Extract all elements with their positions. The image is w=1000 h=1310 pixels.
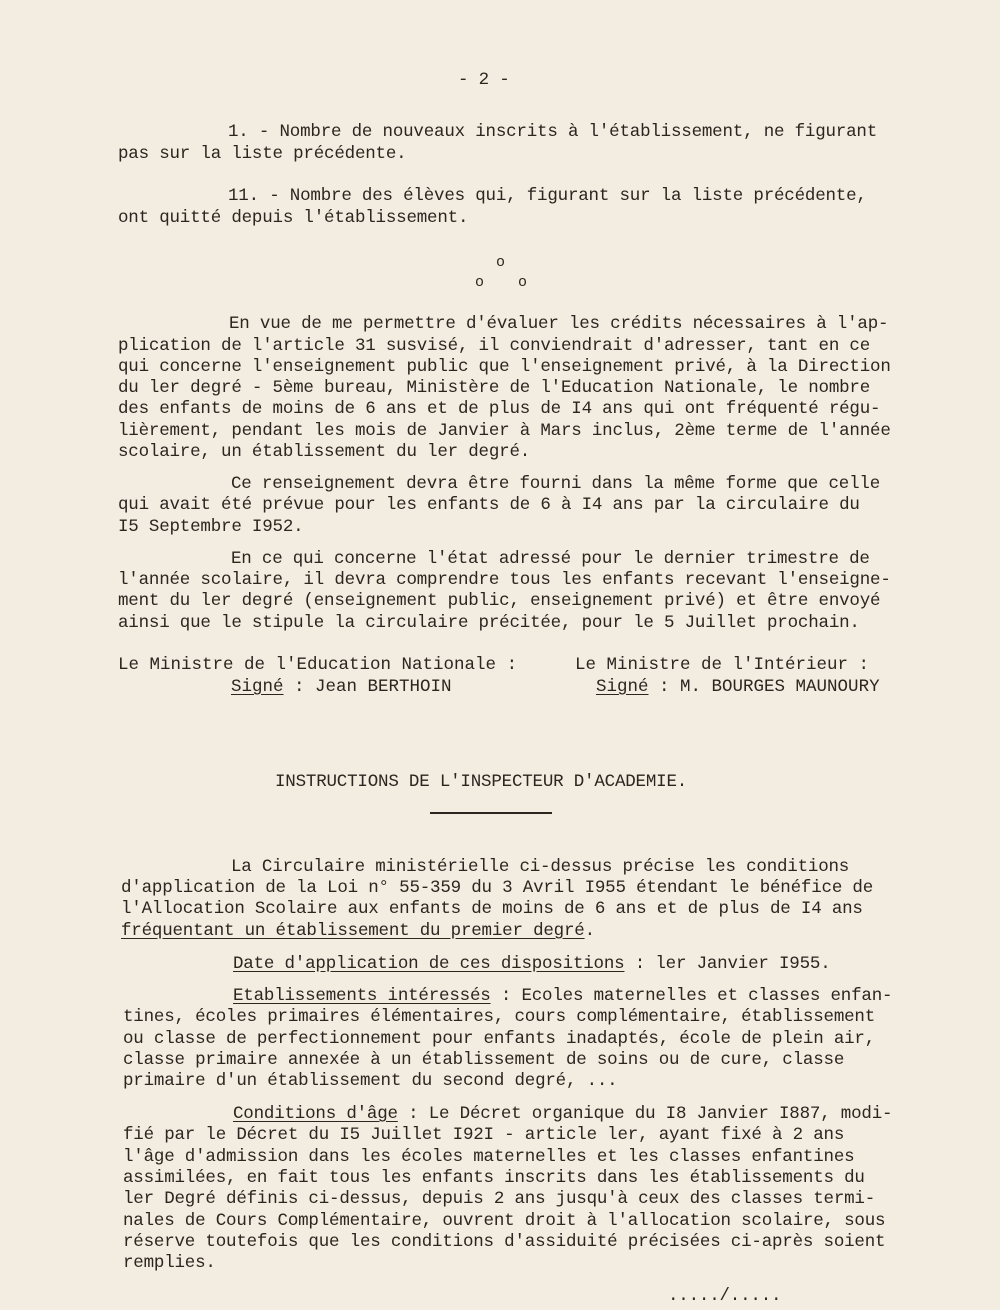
- signatory-name-right: : M. BOURGES MAUNOURY: [659, 677, 880, 697]
- paragraph-1-line: scolaire, un établissement du ler degré.: [118, 442, 531, 462]
- list-item-11-line1: 11. - Nombre des élèves qui, figurant sur la liste précédente,: [228, 186, 867, 206]
- etablissements-line: ou classe de perfectionnement pour enfants inadaptés, école de plein air,: [123, 1029, 876, 1049]
- conditions-label: Conditions d'âge: [233, 1104, 398, 1124]
- paragraph-1-line: plication de l'article 31 susvisé, il conviendrait d'adresser, tant en ce: [118, 336, 871, 356]
- paragraph-1-line: lièrement, pendant les mois de Janvier à Mars inclus, 2ème terme de l'année: [118, 421, 891, 441]
- conditions-first-rest: : Le Décret organique du I8 Janvier I887, modi-: [397, 1104, 893, 1124]
- ornament-top: o: [496, 254, 506, 271]
- etablissements-label: Etablissements intéressés: [233, 986, 491, 1006]
- section-title: INSTRUCTIONS DE L'INSPECTEUR D'ACADEMIE.: [275, 772, 688, 792]
- signatory-title-left: Le Ministre de l'Education Nationale :: [118, 655, 518, 675]
- underlined-phrase: fréquentant un établissement du premier degré: [121, 921, 585, 941]
- signed-label-right: Signé: [596, 677, 649, 697]
- conditions-first-line: [233, 1104, 892, 1125]
- conditions-line: assimilées, en fait tous les enfants inscrits dans les établissements du: [123, 1168, 865, 1188]
- signature-line-left: [231, 677, 452, 698]
- paragraph-1-line: qui concerne l'enseignement public que l'enseignement privé, à la Direction: [118, 357, 891, 377]
- conditions-line: l'âge d'admission dans les écoles maternelles et les classes enfantines: [123, 1147, 855, 1167]
- paragraph-2-line: I5 Septembre I952.: [118, 517, 304, 537]
- paragraph-4-line: d'application de la Loi n° 55-359 du 3 Avril I955 étendant le bénéfice de: [121, 878, 874, 898]
- page-number: - 2 -: [458, 70, 510, 90]
- ornament-bottom-right: o: [518, 274, 528, 291]
- date-application-value: : ler Janvier I955.: [624, 954, 831, 974]
- list-item-11-line2: ont quitté depuis l'établissement.: [118, 208, 469, 228]
- ornament-bottom-left: o: [475, 274, 485, 291]
- signatory-title-right: Le Ministre de l'Intérieur :: [575, 655, 870, 675]
- date-application-label: Date d'application de ces dispositions: [233, 954, 625, 974]
- signed-label-left: Signé: [231, 677, 284, 697]
- paragraph-1-line: En vue de me permettre d'évaluer les crédits nécessaires à l'ap-: [229, 314, 889, 334]
- conditions-line: nales de Cours Complémentaire, ouvrent droit à l'allocation scolaire, sous: [123, 1211, 886, 1231]
- paragraph-4-line: [121, 921, 595, 942]
- paragraph-1-line: des enfants de moins de 6 ans et de plus de I4 ans qui ont fréquenté régu-: [118, 399, 881, 419]
- paragraph-4-end: .: [584, 921, 595, 941]
- conditions-line: réserve toutefois que les conditions d'assiduité précisées ci-après soient: [123, 1232, 886, 1252]
- paragraph-1-line: du ler degré - 5ème bureau, Ministère de l'Education Nationale, le nombre: [118, 378, 871, 398]
- paragraph-3-line: ment du ler degré (enseignement public, enseignement privé) et être envoyé: [118, 591, 881, 611]
- list-item-1-line1: 1. - Nombre de nouveaux inscrits à l'établissement, ne figurant: [228, 122, 878, 142]
- paragraph-4-line: l'Allocation Scolaire aux enfants de moins de 6 ans et de plus de I4 ans: [121, 899, 863, 919]
- paragraph-3-line: l'année scolaire, il devra comprendre tous les enfants recevant l'enseigne-: [118, 570, 891, 590]
- title-underline-rule: [430, 812, 552, 814]
- etablissements-line: classe primaire annexée à un établissement de soins ou de cure, classe: [123, 1050, 845, 1070]
- etablissements-first-line: [233, 986, 892, 1007]
- conditions-line: ler Degré définis ci-dessus, depuis 2 ans jusqu'à ceux des classes termi-: [123, 1189, 876, 1209]
- signature-line-right: [596, 677, 880, 698]
- paragraph-2-line: qui avait été prévue pour les enfants de 6 à I4 ans par la circulaire du: [118, 495, 860, 515]
- paragraph-3-line: En ce qui concerne l'état adressé pour le dernier trimestre de: [231, 549, 870, 569]
- paragraph-2-line: Ce renseignement devra être fourni dans la même forme que celle: [231, 474, 881, 494]
- conditions-line: remplies.: [123, 1253, 216, 1273]
- date-application-line: [233, 954, 831, 975]
- etablissements-first-rest: : Ecoles maternelles et classes enfan-: [490, 986, 893, 1006]
- signatory-name-left: : Jean BERTHOIN: [294, 677, 452, 697]
- paragraph-3-line: ainsi que le stipule la circulaire précitée, pour le 5 Juillet prochain.: [118, 613, 860, 633]
- conditions-line: fié par le Décret du I5 Juillet I92I - article ler, ayant fixé à 2 ans: [123, 1125, 845, 1145]
- continuation-mark: ...../.....: [668, 1286, 782, 1306]
- list-item-1-line2: pas sur la liste précédente.: [118, 144, 407, 164]
- etablissements-line: primaire d'un établissement du second degré, ...: [123, 1071, 618, 1091]
- etablissements-line: tines, écoles primaires élémentaires, cours complémentaire, établissement: [123, 1007, 876, 1027]
- paragraph-4-line: La Circulaire ministérielle ci-dessus précise les conditions: [231, 857, 850, 877]
